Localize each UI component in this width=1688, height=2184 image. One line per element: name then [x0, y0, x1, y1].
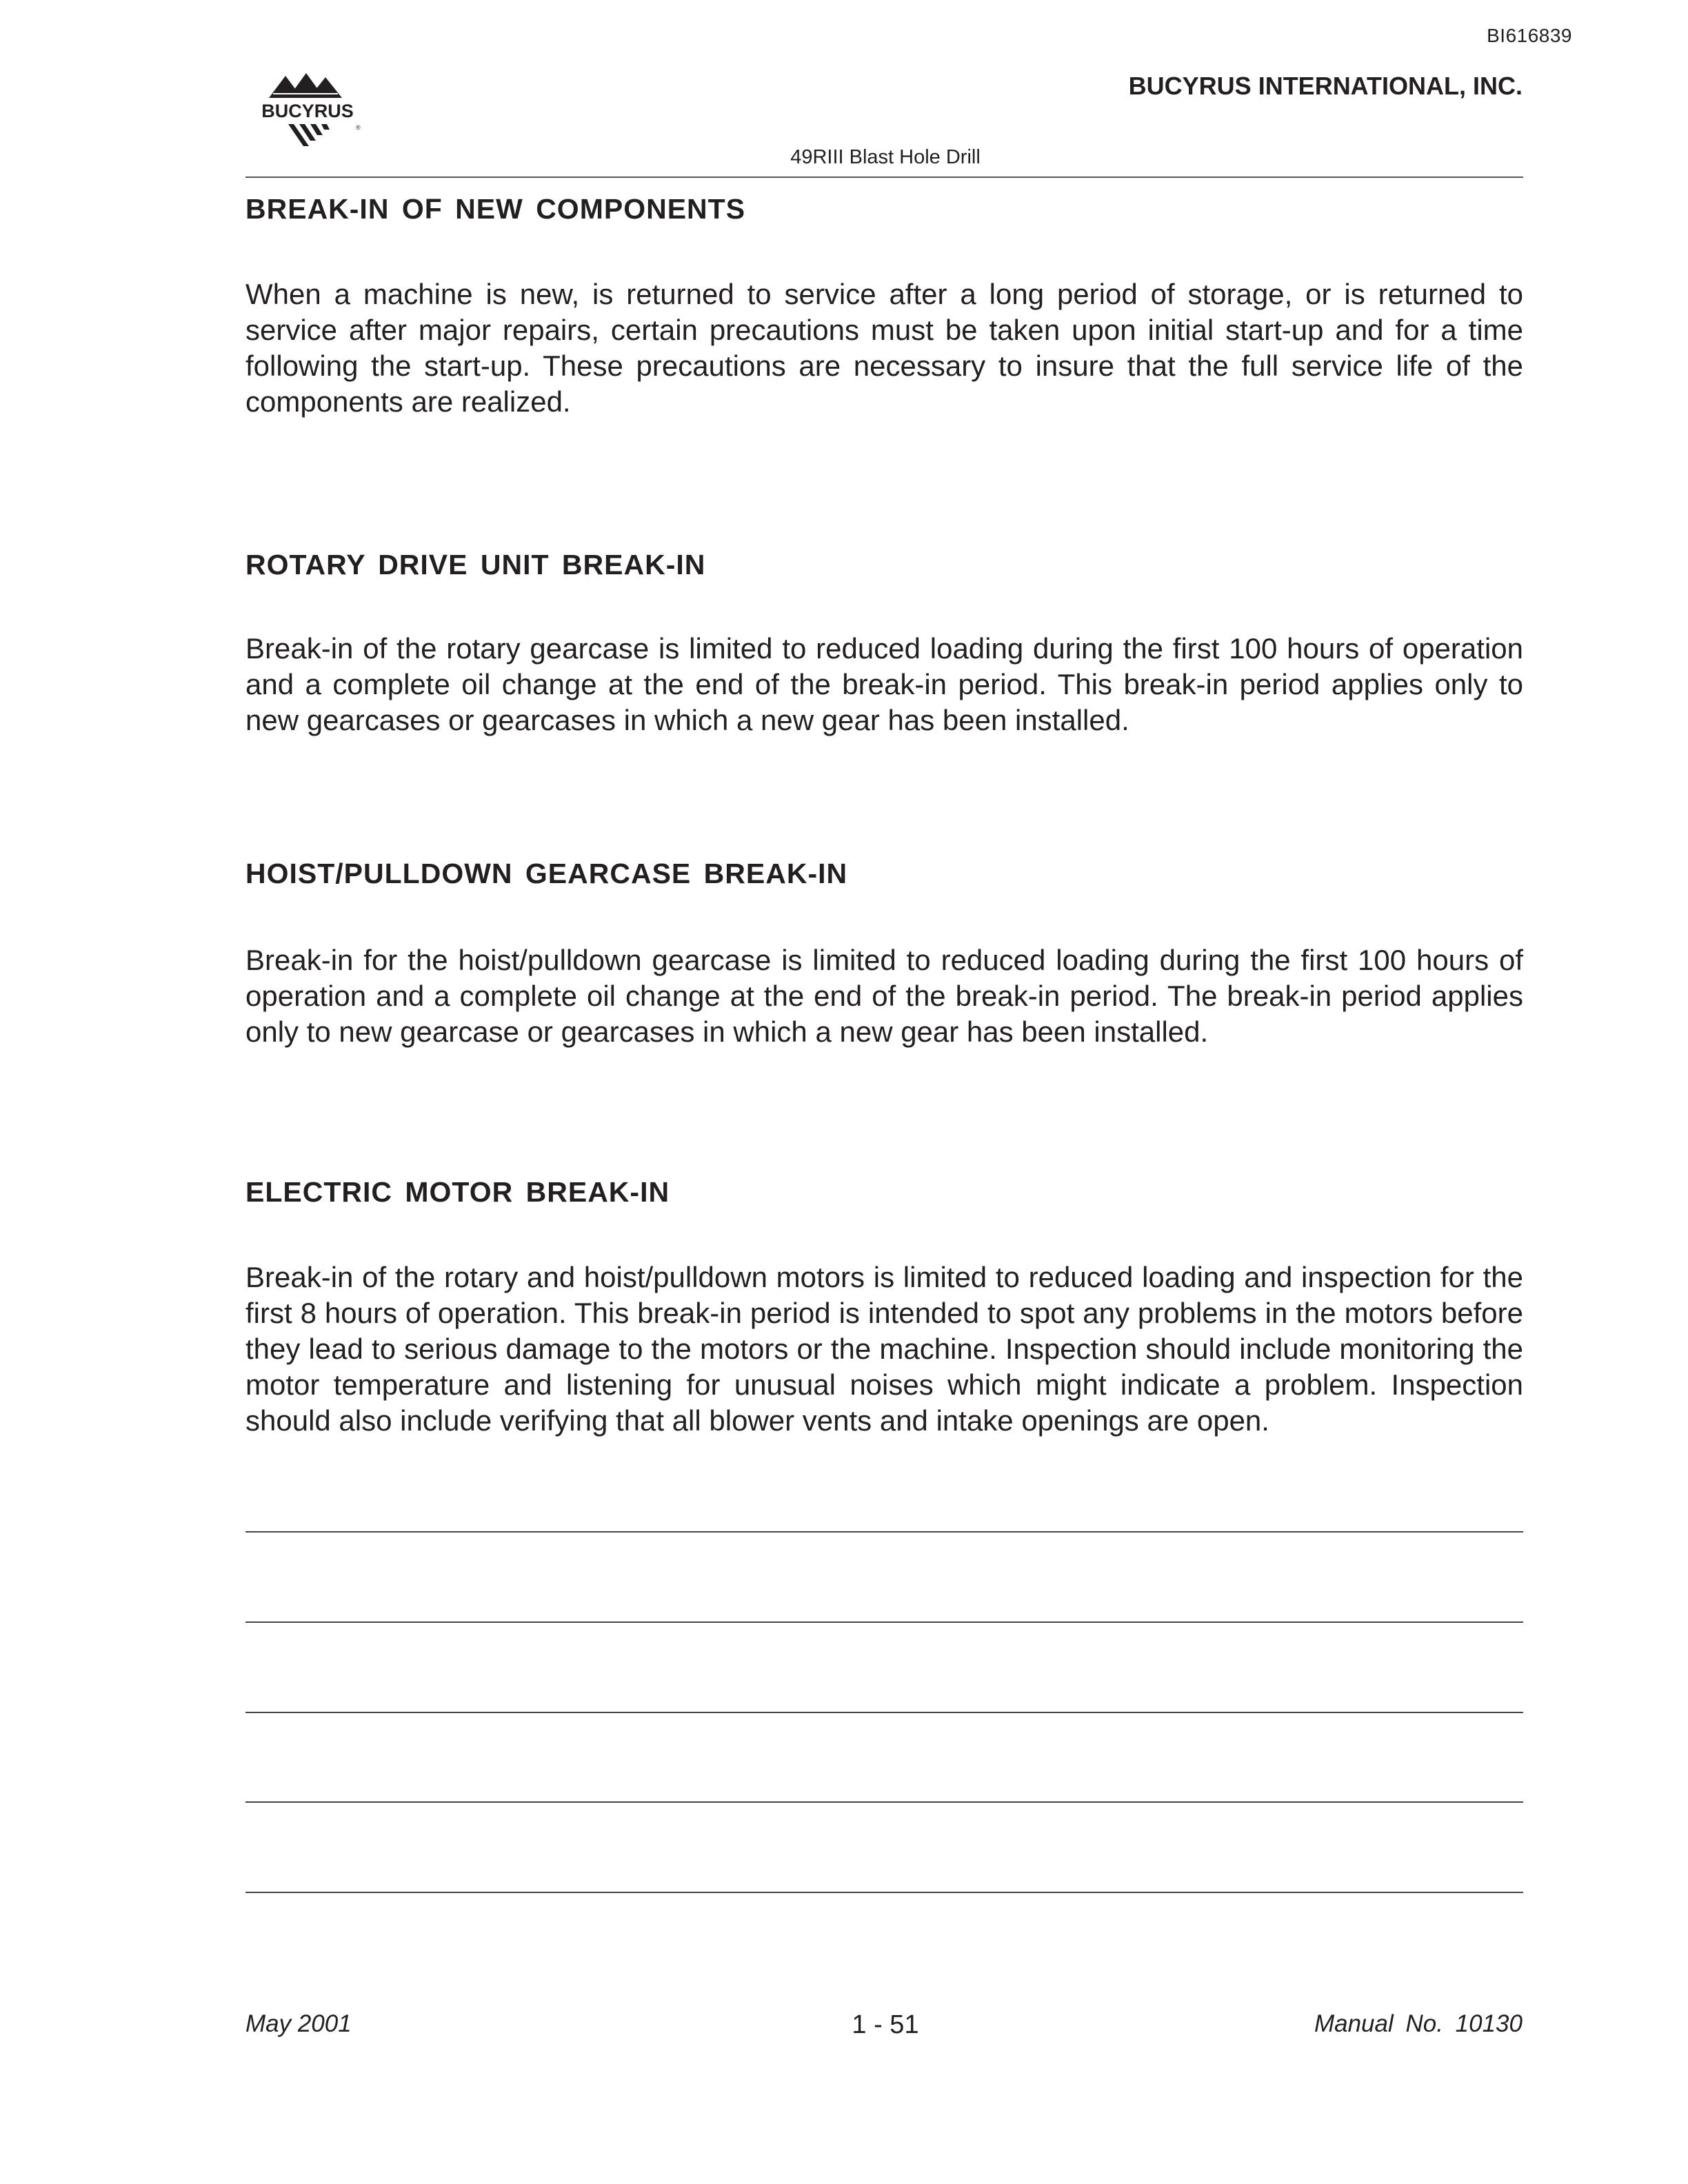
footer-page-number: 1 - 51 — [852, 2010, 919, 2039]
header-divider — [245, 176, 1523, 178]
footer-date: May 2001 — [245, 2010, 352, 2037]
section-heading: ELECTRIC MOTOR BREAK-IN — [245, 1176, 670, 1208]
company-name: BUCYRUS INTERNATIONAL, INC. — [1128, 72, 1523, 100]
footer-manual-number: Manual No. 10130 — [1314, 2010, 1523, 2037]
notes-line — [245, 1801, 1523, 1803]
document-id: BI616839 — [1487, 25, 1572, 46]
notes-line — [245, 1621, 1523, 1623]
section-body: When a machine is new, is returned to service after a long period of storage, or is returned to service after major repairs, certain precautions must be taken upon initial start-up and for a time following the start-up. These precautions are necessary to insure that the full service life of the components are realized. — [245, 278, 1523, 418]
notes-line — [245, 1892, 1523, 1893]
section-heading: HOIST/PULLDOWN GEARCASE BREAK-IN — [245, 858, 848, 889]
notes-line — [245, 1531, 1523, 1533]
section-body: Break-in of the rotary gearcase is limited to reduced loading during the first 100 hours of operation and a complete oil change at the end of the break-in period. This break-in period applies only to new gearcases or gearcases in which a new gear has been installed. — [245, 632, 1523, 736]
section-heading: ROTARY DRIVE UNIT BREAK-IN — [245, 549, 706, 580]
section-rotary-drive-break-in — [245, 549, 1523, 738]
section-hoist-pulldown-break-in — [245, 858, 1523, 1050]
svg-text:®: ® — [356, 124, 361, 131]
section-body: Break-in for the hoist/pulldown gearcase is limited to reduced loading during the first 100 hours of operation and a complete oil change at the end of the break-in period. The break-in period applies only to new gearcase or gearcases in which a new gear has been installed. — [245, 944, 1523, 1048]
svg-text:BUCYRUS: BUCYRUS — [261, 101, 354, 121]
section-electric-motor-break-in — [245, 1176, 1523, 1439]
section-heading: BREAK-IN OF NEW COMPONENTS — [245, 193, 746, 225]
section-body: Break-in of the rotary and hoist/pulldown motors is limited to reduced loading and inspection for the first 8 hours of operation. This break-in period is intended to spot any problems in the motors before they lead to serious damage to the motors or the machine. Inspection should include monitoring the motor temperature and listening for unusual noises which might indicate a problem. Inspection should also include verifying that all blower vents and intake openings are open. — [245, 1261, 1523, 1437]
notes-line — [245, 1712, 1523, 1713]
model-name: 49RIII Blast Hole Drill — [790, 146, 981, 168]
section-break-in-new-components — [245, 193, 1523, 420]
bucyrus-logo — [245, 69, 370, 152]
